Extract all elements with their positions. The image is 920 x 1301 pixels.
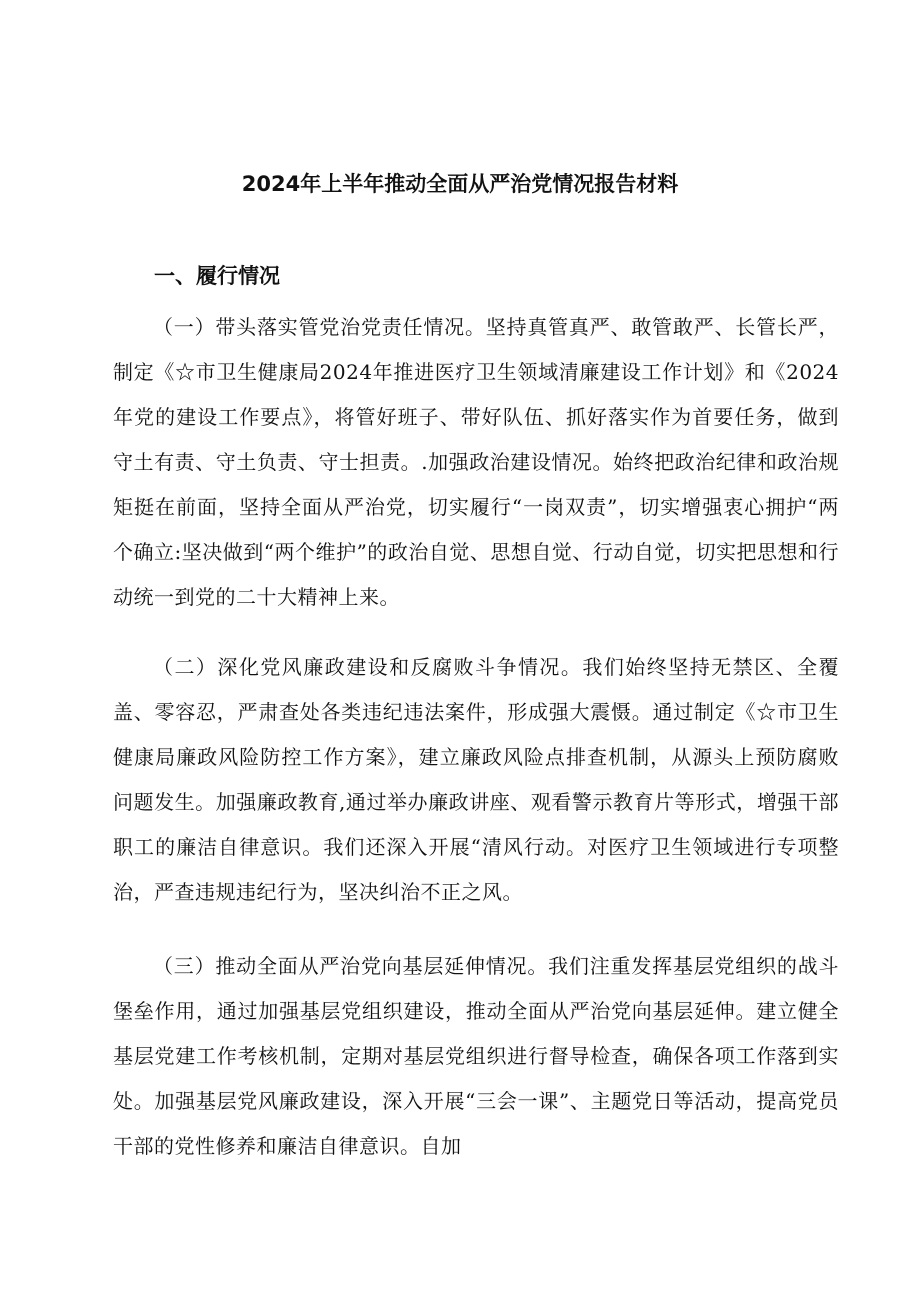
section-heading: 一、履行情况 bbox=[154, 264, 280, 288]
document-title: 2024年上半年推动全面从严治党情况报告材料 bbox=[241, 172, 679, 196]
paragraph-3: （三）推动全面从严治党向基层延伸情况。我们注重发挥基层党组织的战斗堡垒作用，通过加强基层党组织建设，推动全面从严治党向基层延伸。建立健全基层党建工作考核机制，定期对基层党组织进行督导检查，确保各项工作落到实处。加强基层党风廉政建设，深入开展“三会一课”、主题党日等活动，提高党员干部的党性修养和廉洁自律意识。自加 bbox=[113, 954, 839, 1158]
paragraph-2: （二）深化党风廉政建设和反腐败斗争情况。我们始终坚持无禁区、全覆盖、零容忍，严肃查处各类违纪违法案件，形成强大震慑。通过制定《☆市卫生健康局廉政风险防控工作方案》，建立廉政风险点排查机制，从源头上预防腐败问题发生。加强廉政教育,通过举办廉政讲座、观看警示教育片等形式，增强干部职工的廉洁自律意识。我们还深入开展“清风行动。对医疗卫生领域进行专项整治，严查违规违纪行为，坚决纠治不正之风。 bbox=[113, 655, 839, 904]
paragraph-1: （一）带头落实管党治党责任情况。坚持真管真严、敢管敢严、长管长严，制定《☆市卫生健康局2024年推进医疗卫生领域清廉建设工作计划》和《2024年党的建设工作要点》，将管好班子、带好队伍、抓好落实作为首要任务，做到守土有责、守土负责、守士担责。.加强政治建设情况。始终把政治纪律和政治规矩挺在前面，坚持全面从严治党，切实履行“一岗双责”，切实增强衷心拥护“两个确立:坚决做到“两个维护”的政治自觉、思想自觉、行动自觉，切实把思想和行动统一到党的二十大精神上来。 bbox=[113, 315, 839, 609]
